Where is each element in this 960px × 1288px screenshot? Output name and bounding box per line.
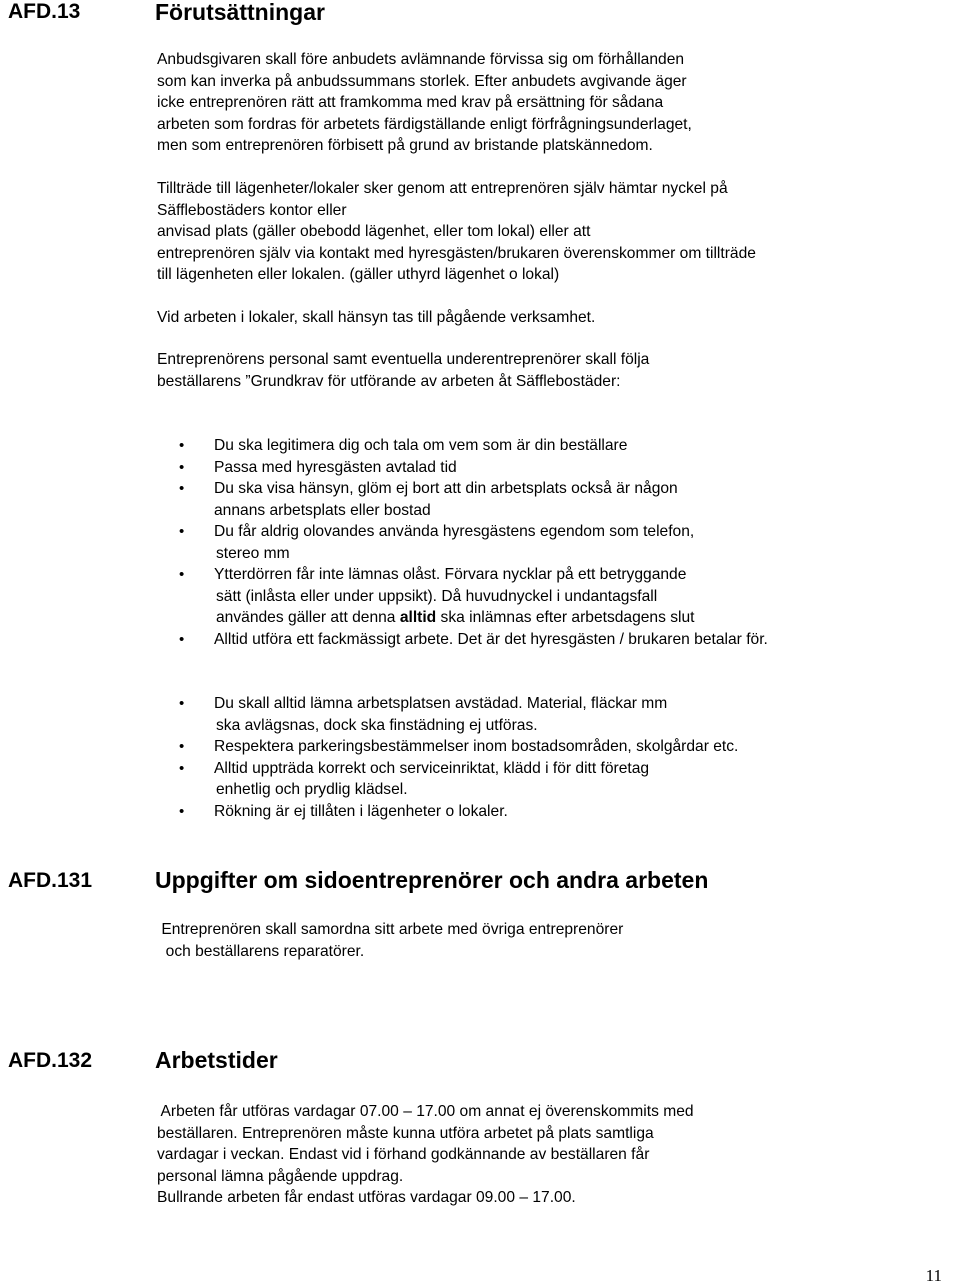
text-line: Du ska legitimera dig och tala om vem som är din beställare bbox=[214, 437, 628, 454]
grundkrav-list bbox=[0, 435, 768, 650]
text-line: Vid arbeten i lokaler, skall hänsyn tas till pågående verksamhet. bbox=[157, 309, 596, 326]
list-item bbox=[0, 521, 768, 564]
text-line: Du får aldrig olovandes använda hyresgästens egendom som telefon, bbox=[214, 523, 695, 540]
section-code-afd13: AFD.13 bbox=[8, 0, 81, 23]
grundkrav-list-2 bbox=[0, 693, 738, 822]
list-item bbox=[0, 457, 768, 479]
section-code-afd132: AFD.132 bbox=[8, 1049, 93, 1072]
list-item bbox=[0, 736, 738, 758]
paragraph-arbetstider bbox=[157, 1101, 694, 1209]
text-line: entreprenören själv via kontakt med hyresgästen/brukaren överenskommer om tillträde bbox=[157, 244, 756, 262]
text-line: Arbeten får utföras vardagar 07.00 – 17.00 om annat ej överenskommits med bbox=[157, 1103, 694, 1120]
list-item bbox=[0, 478, 768, 521]
paragraph-lokaler bbox=[157, 307, 595, 329]
paragraph-anbudsgivaren bbox=[157, 49, 692, 157]
bullet-icon: • bbox=[179, 695, 185, 712]
text-line: Entreprenörens personal samt eventuella underentreprenörer skall följa bbox=[157, 351, 650, 368]
text-line: Entreprenören skall samordna sitt arbete med övriga entreprenörer bbox=[157, 921, 624, 938]
list-item bbox=[0, 693, 738, 736]
text-fragment: ska inlämnas efter arbetsdagens slut bbox=[436, 609, 695, 626]
text-line: som kan inverka på anbudssummans storlek. Efter anbudets avgivande äger bbox=[157, 72, 687, 90]
paragraph-samordna bbox=[157, 919, 623, 962]
section-title-forutsattningar: Förutsättningar bbox=[155, 0, 325, 25]
bullet-icon: • bbox=[179, 759, 185, 777]
paragraph-tilltrade bbox=[157, 178, 756, 286]
bullet-icon: • bbox=[179, 480, 185, 497]
text-line: Du skall alltid lämna arbetsplatsen avstädad. Material, fläckar mm bbox=[214, 695, 668, 712]
section-code-afd131: AFD.131 bbox=[8, 869, 93, 892]
text-line: Passa med hyresgästen avtalad tid bbox=[214, 458, 457, 476]
emphasis-alltid: alltid bbox=[399, 609, 437, 626]
text-line: ska avlägsnas, dock ska finstädning ej utföras. bbox=[216, 716, 538, 734]
text-line: beställarens ”Grundkrav för utförande av arbeten åt Säfflebostäder: bbox=[157, 372, 621, 390]
paragraph-personal bbox=[157, 349, 649, 392]
text-line: arbeten som fordras för arbetets färdigställande enligt förfrågningsunderlaget, bbox=[157, 115, 692, 133]
bullet-icon: • bbox=[179, 523, 185, 540]
bullet-icon: • bbox=[179, 458, 185, 476]
bullet-icon: • bbox=[179, 738, 185, 755]
text-line: vardagar i veckan. Endast vid i förhand godkännande av beställaren får bbox=[157, 1146, 650, 1163]
text-line: beställaren. Entreprenören måste kunna utföra arbetet på plats samtliga bbox=[157, 1124, 654, 1142]
text-line: men som entreprenören förbisett på grund av bristande platskännedom. bbox=[157, 137, 653, 154]
section-title-arbetstider: Arbetstider bbox=[155, 1047, 278, 1073]
text-line: personal lämna pågående uppdrag. bbox=[157, 1167, 404, 1185]
bullet-icon: • bbox=[179, 437, 185, 454]
list-item bbox=[0, 758, 738, 801]
list-item bbox=[0, 629, 768, 651]
text-line: annans arbetsplats eller bostad bbox=[214, 501, 431, 519]
text-line-alltid bbox=[214, 607, 768, 629]
text-line: enhetlig och prydlig klädsel. bbox=[216, 781, 408, 798]
text-line: till lägenheten eller lokalen. (gäller uthyrd lägenhet o lokal) bbox=[157, 266, 560, 283]
bullet-icon: • bbox=[179, 630, 185, 648]
list-item bbox=[0, 564, 768, 629]
list-item bbox=[0, 435, 768, 457]
text-fragment: användes gäller att denna bbox=[216, 609, 400, 626]
text-line: sätt (inlåsta eller under uppsikt). Då huvudnyckel i undantagsfall bbox=[216, 587, 658, 605]
list-item bbox=[0, 801, 738, 823]
text-line: Rökning är ej tillåten i lägenheter o lokaler. bbox=[214, 802, 508, 820]
text-line: stereo mm bbox=[216, 544, 290, 562]
section-title-sidoentreprenorer: Uppgifter om sidoentreprenörer och andra arbeten bbox=[155, 867, 709, 893]
text-line: Tillträde till lägenheter/lokaler sker genom att entreprenören själv hämtar nyckel på bbox=[157, 180, 728, 197]
text-line: Anbudsgivaren skall före anbudets avlämnande förvissa sig om förhållanden bbox=[157, 51, 685, 68]
text-line: Ytterdörren får inte lämnas olåst. Förvara nycklar på ett betryggande bbox=[214, 566, 687, 583]
text-line: Alltid uppträda korrekt och serviceinriktat, klädd i för ditt företag bbox=[214, 759, 650, 777]
text-line: Du ska visa hänsyn, glöm ej bort att din arbetsplats också är någon bbox=[214, 480, 678, 497]
page-number: 11 bbox=[925, 1266, 942, 1285]
text-line: Bullrande arbeten får endast utföras vardagar 09.00 – 17.00. bbox=[157, 1189, 576, 1206]
text-line: icke entreprenören rätt att framkomma med krav på ersättning för sådana bbox=[157, 94, 664, 111]
text-line: Alltid utföra ett fackmässigt arbete. Det är det hyresgästen / brukaren betalar för. bbox=[214, 630, 768, 648]
bullet-icon: • bbox=[179, 802, 185, 820]
text-line: Säfflebostäders kontor eller bbox=[157, 201, 347, 219]
text-line: Respektera parkeringsbestämmelser inom bostadsområden, skolgårdar etc. bbox=[214, 738, 739, 755]
bullet-icon: • bbox=[179, 566, 185, 583]
text-line: anvisad plats (gäller obebodd lägenhet, eller tom lokal) eller att bbox=[157, 223, 591, 240]
text-line: och beställarens reparatörer. bbox=[157, 942, 365, 960]
